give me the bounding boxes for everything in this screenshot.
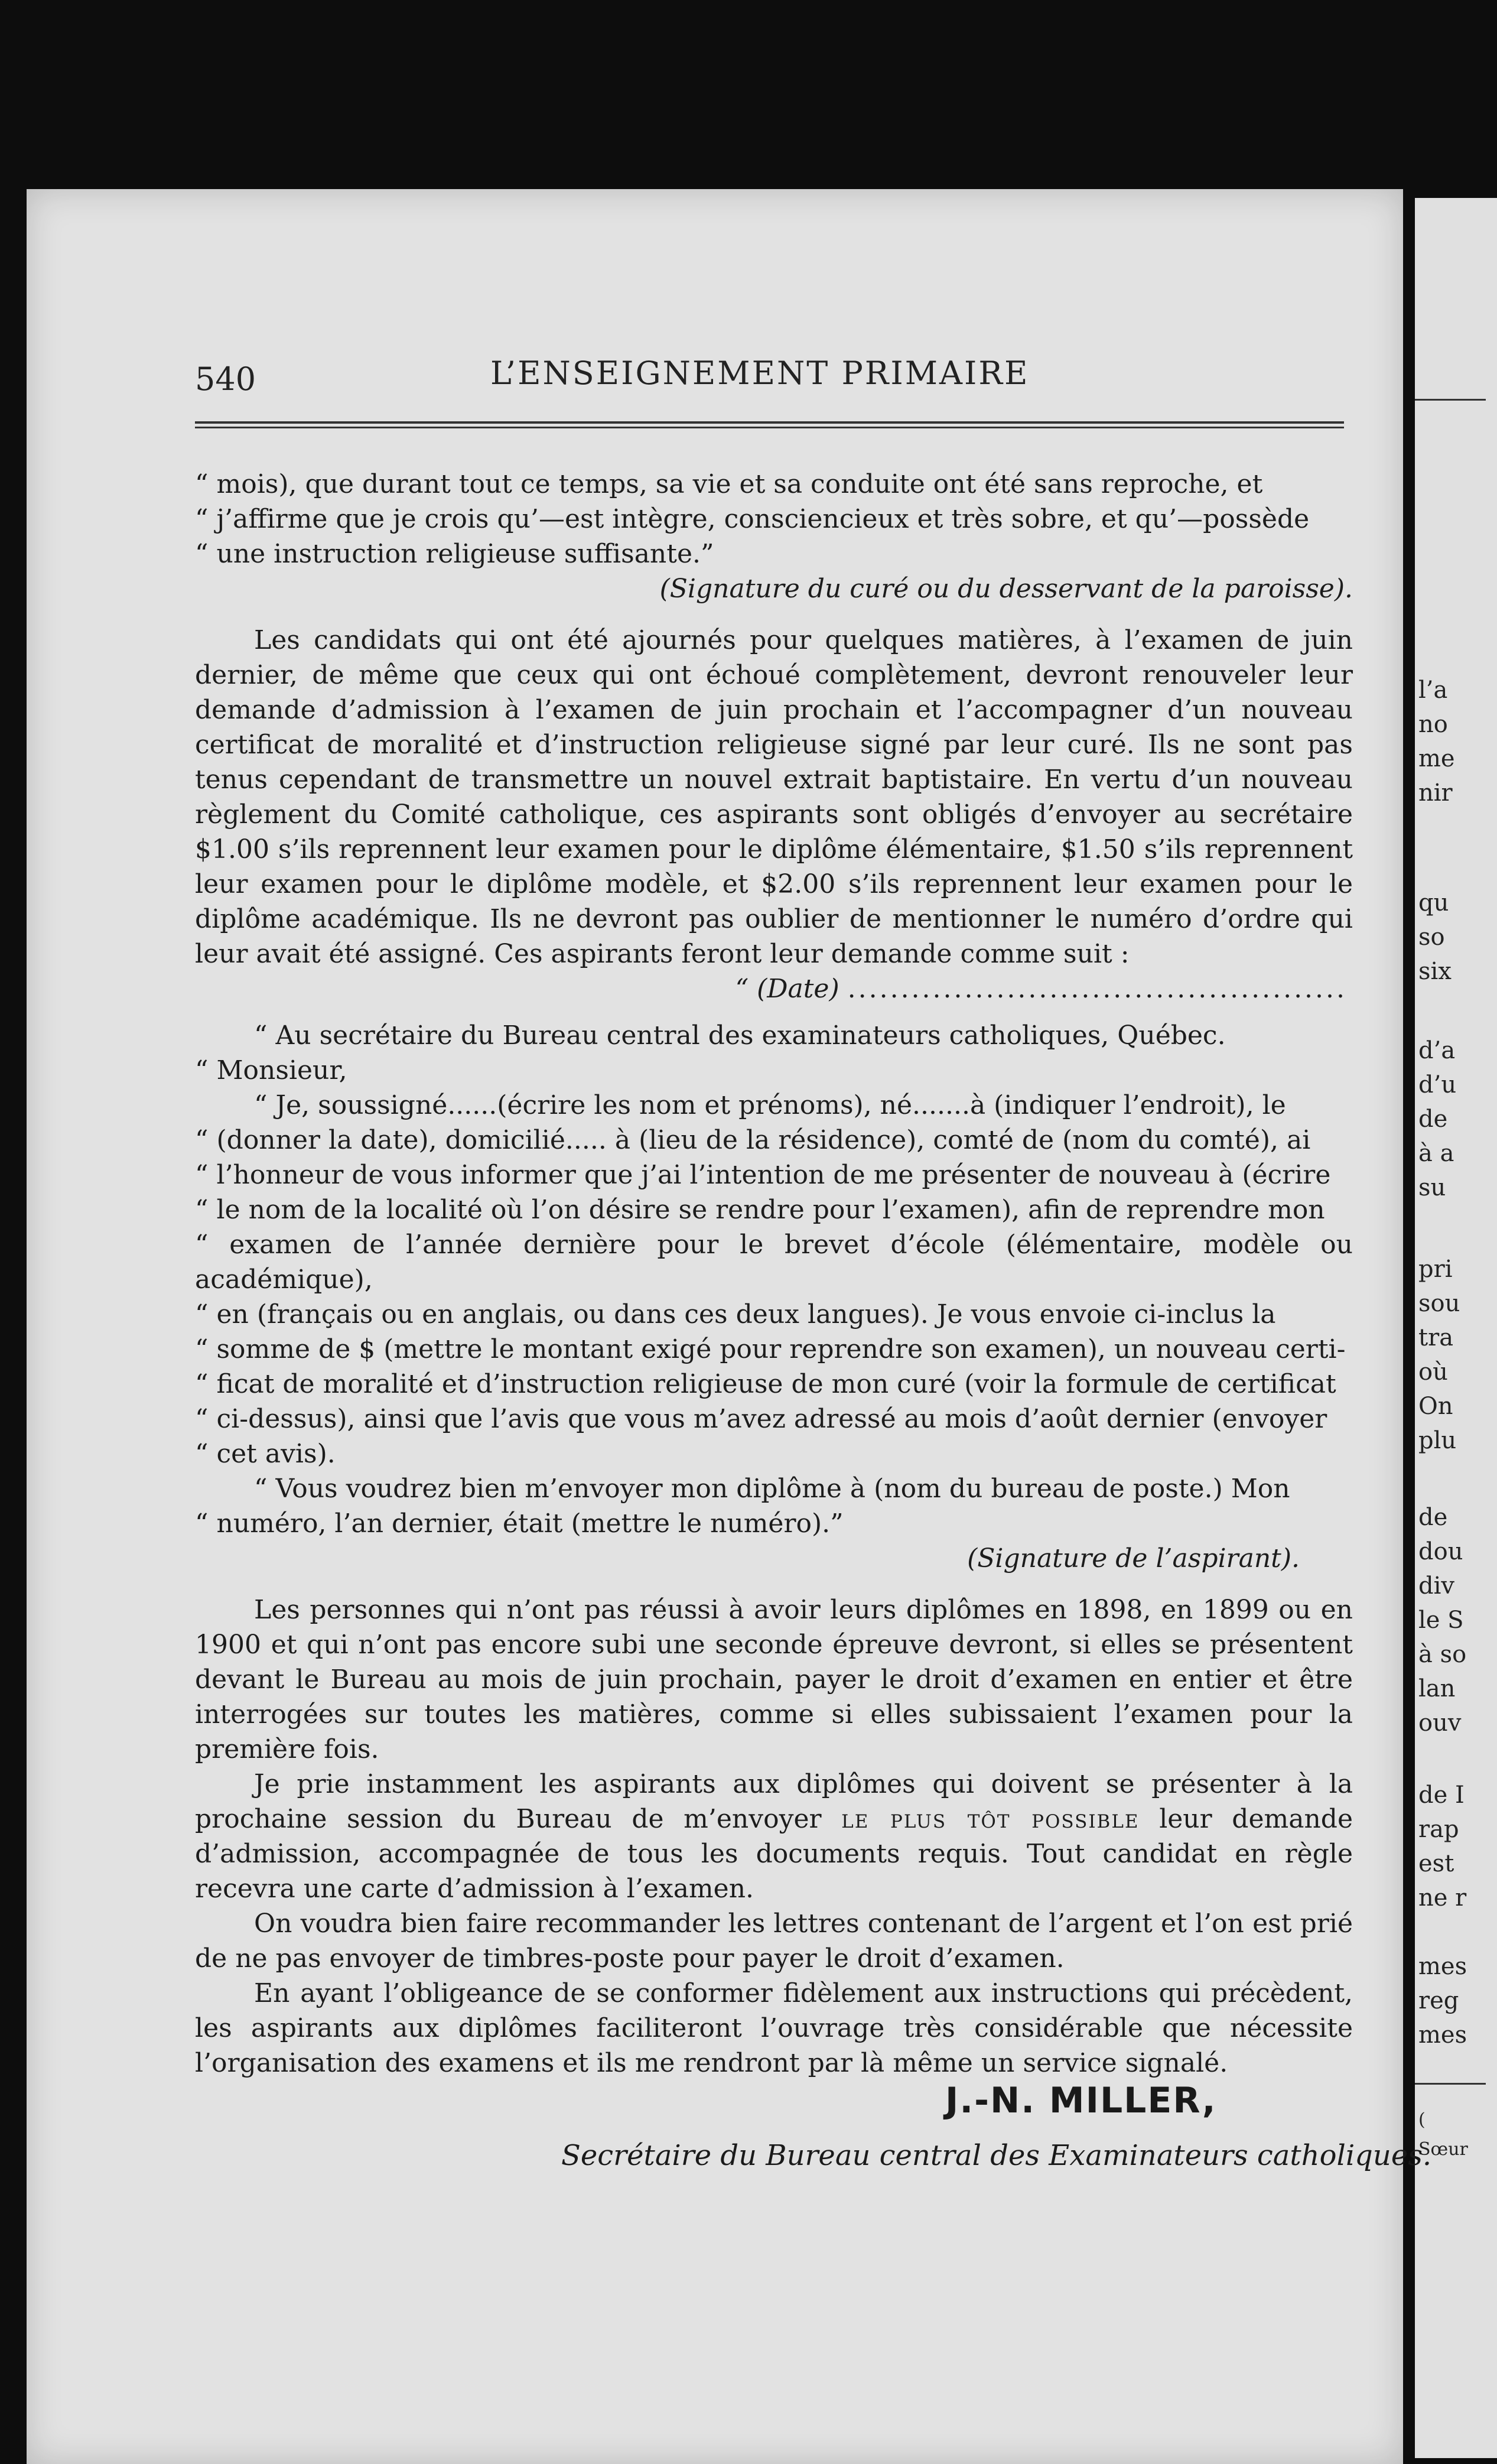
adjacent-header-rule: [1415, 399, 1486, 401]
letter-line: “ Vous voudrez bien m’envoyer mon diplôme à (nom du bureau de poste.) Mon: [254, 1474, 1290, 1504]
text-line: “ mois), que durant tout ce temps, sa vie et sa conduite ont été sans reproche, et: [195, 469, 1263, 499]
prie-emphasis: le plus tôt possible: [841, 1804, 1140, 1834]
adjacent-fragment: ne r: [1418, 1884, 1467, 1912]
adjacent-fragment: pri: [1418, 1256, 1453, 1283]
header-rule: [195, 427, 1344, 428]
page-header: [195, 355, 1347, 402]
letter-line: “ ci-dessus), ainsi que l’avis que vous m’avez adressé au mois d’août dernier (envoyer: [195, 1404, 1327, 1434]
letter-line: “ l’honneur de vous informer que j’ai l’intention de me présenter de nouveau à (écrire: [195, 1160, 1331, 1190]
adjacent-fragment: nir: [1418, 779, 1453, 807]
adjacent-fragment: est: [1418, 1850, 1454, 1877]
adjacent-fragment: mes: [1418, 1953, 1467, 1980]
adjacent-fragment: sou: [1418, 1290, 1460, 1317]
prie-text: Je prie instamment les aspirants aux diplômes qui doivent se présenter à la prochaine session du Bureau de m’envoyer: [195, 1769, 1353, 1834]
date-dots: ...............................................: [847, 974, 1347, 1004]
paragraph-personnes: Les personnes qui n’ont pas réussi à avoir leurs diplômes en 1898, en 1899 ou en 1900 et qui n’ont pas encore subi une seconde épreuve devront, si elles se présentent devant le Bureau au mois de juin prochain, payer le droit d’examen en entier et être interrogées sur toutes les matières, comme si elles subissaient l’examen pour la première fois.: [195, 1595, 1353, 1764]
adjacent-fragment: à so: [1418, 1641, 1467, 1668]
letter-line: “ en (français ou en anglais, ou dans ces deux langues). Je vous envoie ci-inclus la: [195, 1299, 1276, 1329]
paragraph-recommander: On voudra bien faire recommander les lettres contenant de l’argent et l’on est prié de ne pas envoyer de timbres-poste pour payer le droit d’examen.: [195, 1909, 1353, 1974]
paragraph-ajournes: Les candidats qui ont été ajournés pour quelques matières, à l’examen de juin dernier, de même que ceux qui ont échoué complètement, devront renouveler leur demande d’admission à l’examen de juin prochain et l’accompagner d’un nouveau certificat de moralité et d’instruction religieuse signé par leur curé. Ils ne sont pas tenus cependant de transmettre un nouvel extrait baptistaire. En vertu d’un nouveau règlement du Comité catholique, ces aspirants sont obligés d’envoyer au secrétaire $1.00 s’ils reprennent leur examen pour le diplôme élémentaire, $1.50 s’ils reprennent leur examen pour le diplôme modèle, et $2.00 s’ils reprennent leur examen pour le diplôme académique. Ils ne devront pas oublier de mentionner le numéro d’ordre qui leur avait été assigné. Ces aspirants feront leur demande comme suit :: [195, 625, 1353, 969]
adjacent-fragment: su: [1418, 1174, 1446, 1201]
date-label: “ (Date): [735, 974, 839, 1004]
paragraph-obligeance: En ayant l’obligeance de se conformer fidèlement aux instructions qui précèdent, les aspirants aux diplômes faciliteront l’ouvrage très considérable que nécessite l’organisation des examens et ils me rendront par là même un service signalé.: [195, 1978, 1353, 2078]
adjacent-fragment: so: [1418, 924, 1445, 951]
adjacent-fragment: d’u: [1418, 1071, 1457, 1098]
letter-line: “ examen de l’année dernière pour le brevet d’école (élémentaire, modèle ou académique),: [195, 1230, 1353, 1295]
adjacent-fragment: de I: [1418, 1782, 1465, 1809]
salutation: “ Monsieur,: [195, 1055, 347, 1085]
adjacent-fragment: lan: [1418, 1675, 1456, 1702]
adjacent-fragment: no: [1418, 711, 1448, 738]
adjacent-fragment: Sœur: [1418, 2139, 1468, 2160]
letter-line: “ numéro, l’an dernier, était (mettre le numéro).”: [195, 1509, 844, 1539]
letter-line: “ (donner la date), domicilié..... à (lieu de la résidence), comté de (nom du comté), ai: [195, 1125, 1311, 1155]
adjacent-fragment: le S: [1418, 1607, 1464, 1634]
adjacent-fragment: six: [1418, 958, 1452, 985]
header-rule: [195, 421, 1344, 424]
adjacent-fragment: qu: [1418, 889, 1449, 916]
adjacent-fragment: à a: [1418, 1140, 1454, 1167]
adjacent-fragment: On: [1418, 1393, 1453, 1420]
letter-line: “ le nom de la localité où l’on désire se rendre pour l’examen), afin de reprendre mon: [195, 1195, 1325, 1225]
adjacent-footnote-rule: [1415, 2083, 1486, 2085]
address-line: “ Au secrétaire du Bureau central des examinateurs catholiques, Québec.: [254, 1020, 1226, 1051]
adjacent-fragment: (: [1418, 2109, 1426, 2130]
prie-text: leur demande d’admission, accompagnée de tous les documents requis. Tout candidat en règle recevra une carte d’admission à l’examen.: [195, 1804, 1353, 1904]
adjacent-fragment: rap: [1418, 1816, 1459, 1843]
text-line: “ une instruction religieuse suffisante.”: [195, 539, 714, 569]
adjacent-fragment: de: [1418, 1106, 1448, 1133]
adjacent-fragment: mes: [1418, 2021, 1467, 2049]
cure-signature-line: (Signature du curé ou du desservant de la paroisse).: [659, 574, 1353, 604]
signatory-title: Secrétaire du Bureau central des Examinateurs catholiques.: [561, 2139, 1432, 2172]
date-line: [195, 971, 1353, 1006]
adjacent-fragment: tra: [1418, 1324, 1454, 1351]
adjacent-fragment: dou: [1418, 1538, 1463, 1565]
adjacent-fragment: plu: [1418, 1427, 1457, 1454]
signatory-name: J.-N. MILLER,: [945, 2080, 1217, 2121]
letter-line: “ cet avis).: [195, 1439, 336, 1469]
adjacent-fragment: l’a: [1418, 677, 1448, 704]
aspirant-signature-line: (Signature de l’aspirant).: [967, 1543, 1300, 1574]
page-number: 540: [195, 360, 256, 398]
adjacent-page-edge: [1415, 198, 1497, 2458]
adjacent-fragment: où: [1418, 1358, 1448, 1386]
adjacent-fragment: me: [1418, 745, 1455, 772]
adjacent-fragment: ouv: [1418, 1709, 1462, 1737]
adjacent-fragment: d’a: [1418, 1037, 1456, 1064]
letter-line: “ somme de $ (mettre le montant exigé pour reprendre son examen), un nouveau certi-: [195, 1334, 1346, 1364]
body-text: [195, 467, 1353, 2081]
letter-line: “ Je, soussigné......(écrire les nom et prénoms), né.......à (indiquer l’endroit), le: [254, 1090, 1286, 1120]
adjacent-fragment: div: [1418, 1572, 1454, 1600]
running-title: L’ENSEIGNEMENT PRIMAIRE: [490, 355, 1030, 392]
letter-line: “ ficat de moralité et d’instruction religieuse de mon curé (voir la formule de certificat: [195, 1369, 1336, 1399]
adjacent-fragment: reg: [1418, 1987, 1459, 2014]
adjacent-fragment: de: [1418, 1504, 1448, 1531]
paragraph-prie: [195, 1767, 1353, 1906]
text-line: “ j’affirme que je crois qu’—est intègre, consciencieux et très sobre, et qu’—possède: [195, 504, 1310, 534]
